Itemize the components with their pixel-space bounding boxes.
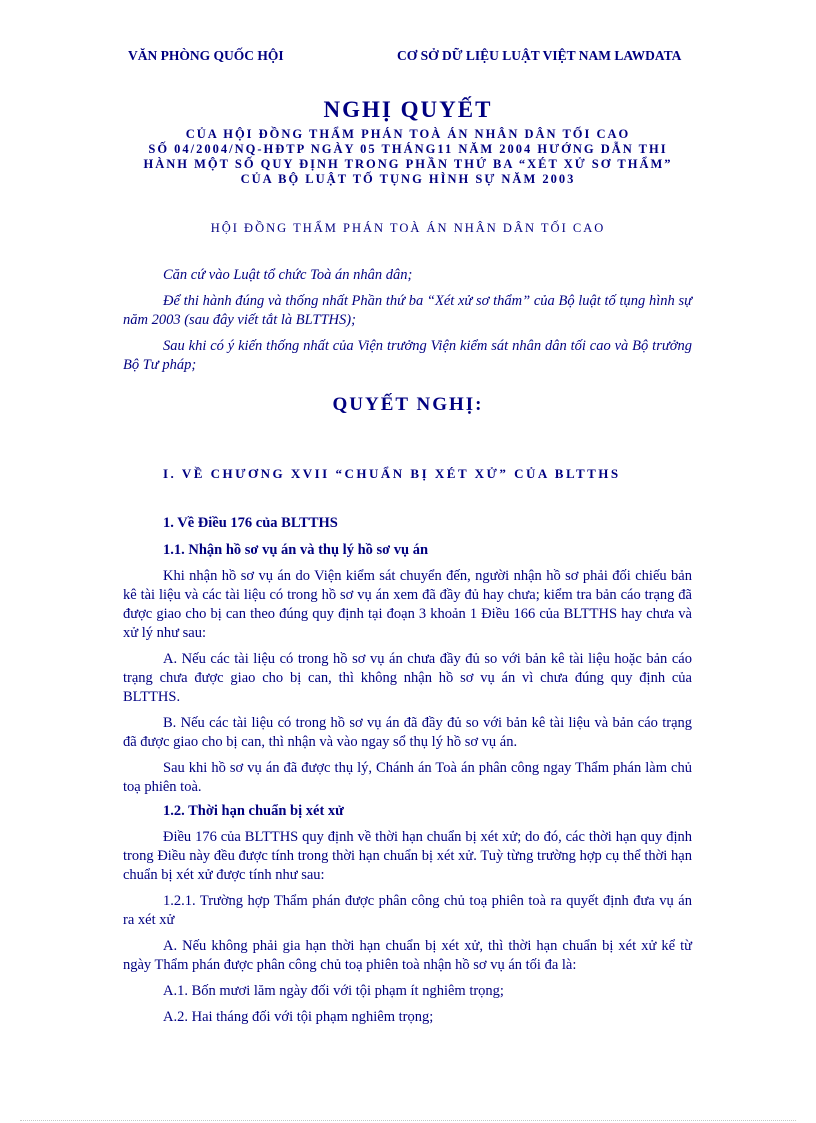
preamble-paragraph: Để thi hành đúng và thống nhất Phần thứ ba “Xét xử sơ thẩm” của Bộ luật tố tụng hình sự năm 2003 (sau đây viết tắt là BLTTHS); bbox=[123, 293, 692, 328]
header-database: CƠ SỞ DỮ LIỆU LUẬT VIỆT NAM LAWDATA bbox=[397, 48, 682, 63]
body-paragraph: A. Nếu không phải gia hạn thời hạn chuẩn bị xét xử, thì thời hạn chuẩn bị xét xử kể từ ngày Thẩm phán được phân công chủ toạ phiên toà nhận hồ sơ vụ án tối đa là: bbox=[123, 938, 692, 973]
article-heading: 1. Về Điều 176 của BLTTHS bbox=[163, 515, 338, 531]
subsection-heading: 1.1. Nhận hồ sơ vụ án và thụ lý hồ sơ vụ án bbox=[163, 542, 429, 558]
subtitle-line: SỐ 04/2004/NQ-HĐTP NGÀY 05 THÁNG11 NĂM 2004 HƯỚNG DẪN THI bbox=[148, 142, 668, 156]
body-paragraph: Sau khi hồ sơ vụ án đã được thụ lý, Chánh án Toà án phân công ngay Thẩm phán làm chủ toạ phiên toà. bbox=[123, 760, 692, 795]
subsection-heading: 1.2. Thời hạn chuẩn bị xét xử bbox=[163, 803, 344, 819]
body-paragraph: Khi nhận hồ sơ vụ án do Viện kiểm sát chuyển đến, người nhận hồ sơ phải đối chiếu bản kê tài liệu và các tài liệu có trong hồ sơ vụ án xem đã đầy đủ hay chưa; kiểm tra bản cáo trạng đã được giao cho bị can theo đúng quy định tại đoạn 3 khoản 1 Điều 166 của BLTTHS hay chưa và xử lý như sau: bbox=[123, 568, 692, 641]
subtitle-line: CỦA BỘ LUẬT TỐ TỤNG HÌNH SỰ NĂM 2003 bbox=[240, 172, 576, 186]
body-paragraph: A.2. Hai tháng đối với tội phạm nghiêm trọng; bbox=[163, 1009, 434, 1025]
preamble-paragraph: Sau khi có ý kiến thống nhất của Viện trưởng Viện kiểm sát nhân dân tối cao và Bộ trưởng Bộ Tư pháp; bbox=[123, 338, 692, 373]
decided-heading: QUYẾT NGHỊ: bbox=[332, 394, 484, 415]
preamble-paragraph: Căn cứ vào Luật tổ chức Toà án nhân dân; bbox=[163, 267, 413, 283]
section-heading: I. VỀ CHƯƠNG XVII “CHUẨN BỊ XÉT XỬ” CỦA BLTTHS bbox=[163, 466, 621, 481]
body-paragraph: 1.2.1. Trường hợp Thẩm phán được phân công chủ toạ phiên toà ra quyết định đưa vụ án ra xét xử bbox=[123, 893, 692, 928]
body-paragraph: A. Nếu các tài liệu có trong hồ sơ vụ án chưa đầy đủ so với bản kê tài liệu hoặc bản cáo trạng chưa được giao cho bị can, thì không nhận hồ sơ vụ án vì chưa đúng quy định của BLTTHS. bbox=[123, 651, 692, 705]
body-paragraph: A.1. Bốn mươi lăm ngày đối với tội phạm ít nghiêm trọng; bbox=[163, 983, 504, 999]
document-title: NGHỊ QUYẾT bbox=[323, 97, 493, 122]
body-paragraph: B. Nếu các tài liệu có trong hồ sơ vụ án đã đầy đủ so với bản kê tài liệu và bản cáo trạng đã được giao cho bị can, thì nhận và vào ngay sổ thụ lý hồ sơ vụ án. bbox=[123, 715, 692, 750]
header-office: VĂN PHÒNG QUỐC HỘI bbox=[128, 48, 284, 63]
council-heading: HỘI ĐỒNG THẨM PHÁN TOÀ ÁN NHÂN DÂN TỐI CAO bbox=[210, 221, 606, 235]
subtitle-line: CỦA HỘI ĐỒNG THẨM PHÁN TOÀ ÁN NHÂN DÂN TỐI CAO bbox=[185, 127, 631, 141]
subtitle-line: HÀNH MỘT SỐ QUY ĐỊNH TRONG PHẦN THỨ BA “XÉT XỬ SƠ THẨM” bbox=[143, 157, 673, 171]
subsection-2-body bbox=[123, 828, 692, 1027]
page-bottom-divider bbox=[20, 1120, 796, 1121]
document-subtitle bbox=[120, 127, 696, 187]
preamble bbox=[123, 266, 692, 375]
body-paragraph: Điều 176 của BLTTHS quy định về thời hạn chuẩn bị xét xử; do đó, các thời hạn quy định trong Điều này đều được tính trong thời hạn chuẩn bị xét xử. Tuỳ từng trường hợp cụ thể thời hạn chuẩn bị xét xử được tính như sau: bbox=[123, 829, 692, 883]
subsection-1-body bbox=[123, 567, 692, 797]
